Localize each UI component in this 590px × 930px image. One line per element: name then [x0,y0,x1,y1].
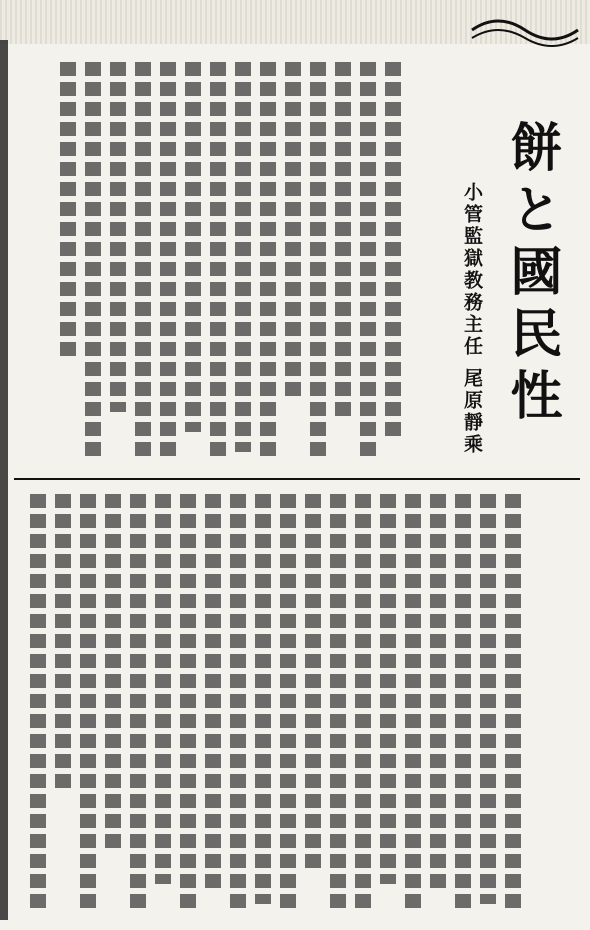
article-author: 小管監獄教務主任 尾原靜乘 [461,182,483,456]
page-left-edge [0,40,8,920]
title-ornament [470,8,580,52]
section-divider [14,478,580,480]
body-text-upper [60,62,401,462]
article-title: 餅と國民性 [501,120,562,430]
body-text-lower [30,494,521,914]
